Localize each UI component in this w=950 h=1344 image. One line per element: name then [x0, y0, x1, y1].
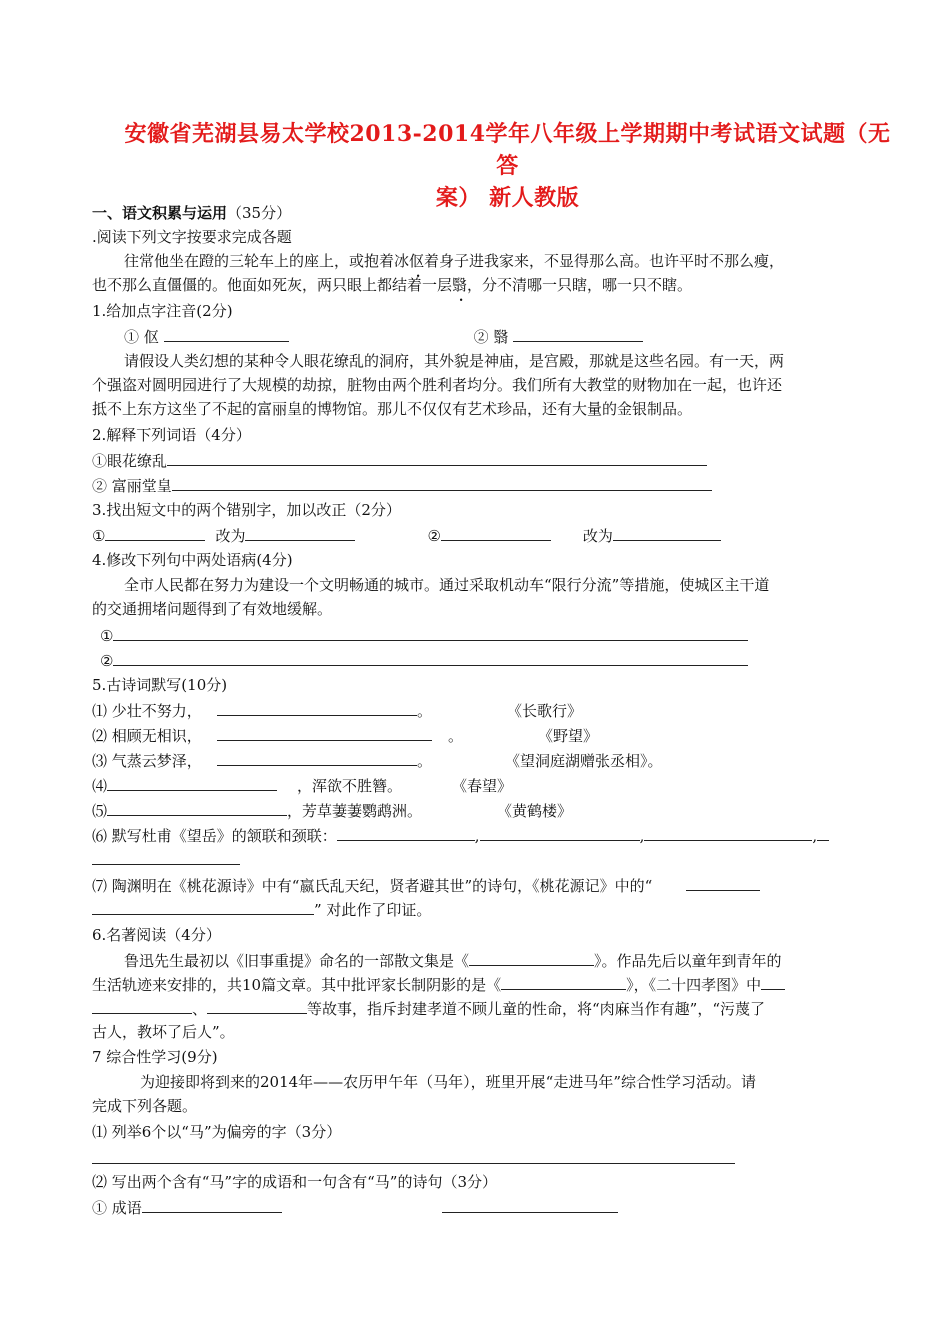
q2-item-1: ①眼花缭乱 — [92, 449, 707, 472]
q5-item-1: ⑴ 少壮不努力， 。 《长歌行》 — [92, 699, 582, 722]
title-line-1: 安徽省芜湖县易太学校2013-2014学年八年级上学期期中考试语文试题（无答 — [124, 121, 891, 179]
question-5: 5.古诗词默写(10分) — [92, 676, 228, 694]
question-3: 3.找出短文中的两个错别字，加以改正（2分） — [92, 501, 401, 519]
passage2-line-3: 抵不上东方这坐了不起的富丽皇的博物馆。那儿不仅仅有艺术珍品，还有大量的金银制品。 — [92, 400, 693, 418]
q1-answers: ① 伛 ② 翳 — [124, 325, 643, 348]
title-line-2: 案） 新人教版 — [435, 185, 580, 211]
reading-intro: .阅读下列文字按要求完成各题 — [92, 228, 292, 246]
q5-item-2: ⑵ 相顾无相识， 。 《野望》 — [92, 724, 598, 747]
passage2-line-2: 个强盗对圆明园进行了大规模的劫掠，脏物由两个胜利者均分。我们所有大教堂的财物加在一起，也许还 — [92, 376, 783, 394]
q7-1-answer-line[interactable] — [92, 1163, 735, 1164]
question-2: 2.解释下列词语（4分） — [92, 426, 251, 444]
q5-item-5: ⑸ ，芳草萋萋鹦鹉洲。 《黄鹤楼》 — [92, 799, 572, 822]
q5-item-6: ⑹ 默写杜甫《望岳》的颔联和颈联： , , , — [92, 824, 829, 847]
q4-blank-2[interactable] — [113, 649, 748, 666]
q4-item-2: ② — [100, 649, 748, 672]
passage1-line-1: 往常他坐在蹬的三轮车上的座上，或抱着冰伛着身子进我家来，不显得那么高。也许平时不那么瘦， — [124, 252, 785, 270]
q1-blank-2[interactable] — [513, 325, 643, 342]
question-7: 7 综合性学习(9分) — [92, 1048, 218, 1066]
question-6: 6.名著阅读（4分） — [92, 926, 221, 944]
q7-sub-2: ⑵ 写出两个含有“马”字的成语和一句含有“马”的诗句（3分） — [92, 1173, 497, 1191]
q3-blank-2[interactable] — [245, 524, 355, 541]
q4-item-1: ① — [100, 624, 748, 647]
q5-item-3: ⑶ 气蒸云梦泽， 。 《望洞庭湖赠张丞相》。 — [92, 749, 663, 772]
q1-blank-1[interactable] — [164, 325, 289, 342]
q7-sub-1: ⑴ 列举6个以“马”为偏旁的字（3分） — [92, 1123, 342, 1141]
q4-passage-1: 全市人民都在努力为建设一个文明畅通的城市。通过采取机动车“限行分流”等措施，使城区主干道 — [124, 576, 770, 594]
q6-passage-2: 生活轨迹来安排的，共10篇文章。其中批评家长制阴影的是《 》，《二十四孝图》中 — [92, 973, 785, 996]
passage1-line-2: 也不那么直僵僵的。他面如死灰，两只眼上都结着一层翳，分不清哪一只瞎，哪一只不瞎。 — [92, 276, 693, 294]
q3-answers: ① 改为 ② 改为 — [92, 524, 721, 547]
q2-blank-1[interactable] — [167, 449, 707, 466]
q6-passage-4: 古人，教坏了后人”。 — [92, 1023, 235, 1041]
q2-item-2: ② 富丽堂皇 — [92, 474, 712, 497]
q5-item-4: ⑷ ，浑欲不胜簪。 《春望》 — [92, 774, 512, 797]
section-heading: 一、语文积累与运用（35分） — [92, 204, 292, 222]
q3-blank-3[interactable] — [441, 524, 551, 541]
question-4: 4.修改下列句中两处语病(4分) — [92, 551, 293, 569]
q4-blank-1[interactable] — [113, 624, 748, 641]
q2-blank-2[interactable] — [172, 474, 712, 491]
q7-passage-1: 为迎接即将到来的2014年——农历甲午年（马年），班里开展“走进马年”综合性学习活动。请 — [140, 1073, 757, 1091]
passage2-line-1: 请假设人类幻想的某种令人眼花缭乱的洞府，其外貌是神庙，是宫殿，那就是这些名园。有一天，两 — [124, 352, 785, 370]
q6-passage-1: 鲁迅先生最初以《旧事重提》命名的一部散文集是《 》。作品先后以童年到青年的 — [124, 949, 782, 972]
document-title — [120, 118, 895, 214]
q6-passage-3: 、 等故事，指斥封建孝道不顾儿童的性命，将“肉麻当作有趣”，“污蔑了 — [92, 997, 765, 1020]
question-1: 1.给加点字注音(2分) — [92, 302, 233, 320]
q3-blank-1[interactable] — [105, 524, 205, 541]
q7-passage-2: 完成下列各题。 — [92, 1097, 198, 1115]
q5-6-blank-cont[interactable] — [92, 864, 240, 865]
q7-2-item: ① 成语 — [92, 1196, 618, 1219]
q5-item-7: ⑺ 陶渊明在《桃花源诗》中有“嬴氏乱天纪，贤者避其世”的诗句，《桃花源记》中的“ — [92, 874, 760, 897]
q5-item-7-cont: ” 对此作了印证。 — [92, 898, 431, 921]
q4-passage-2: 的交通拥堵问题得到了有效地缓解。 — [92, 600, 333, 618]
q3-blank-4[interactable] — [613, 524, 721, 541]
